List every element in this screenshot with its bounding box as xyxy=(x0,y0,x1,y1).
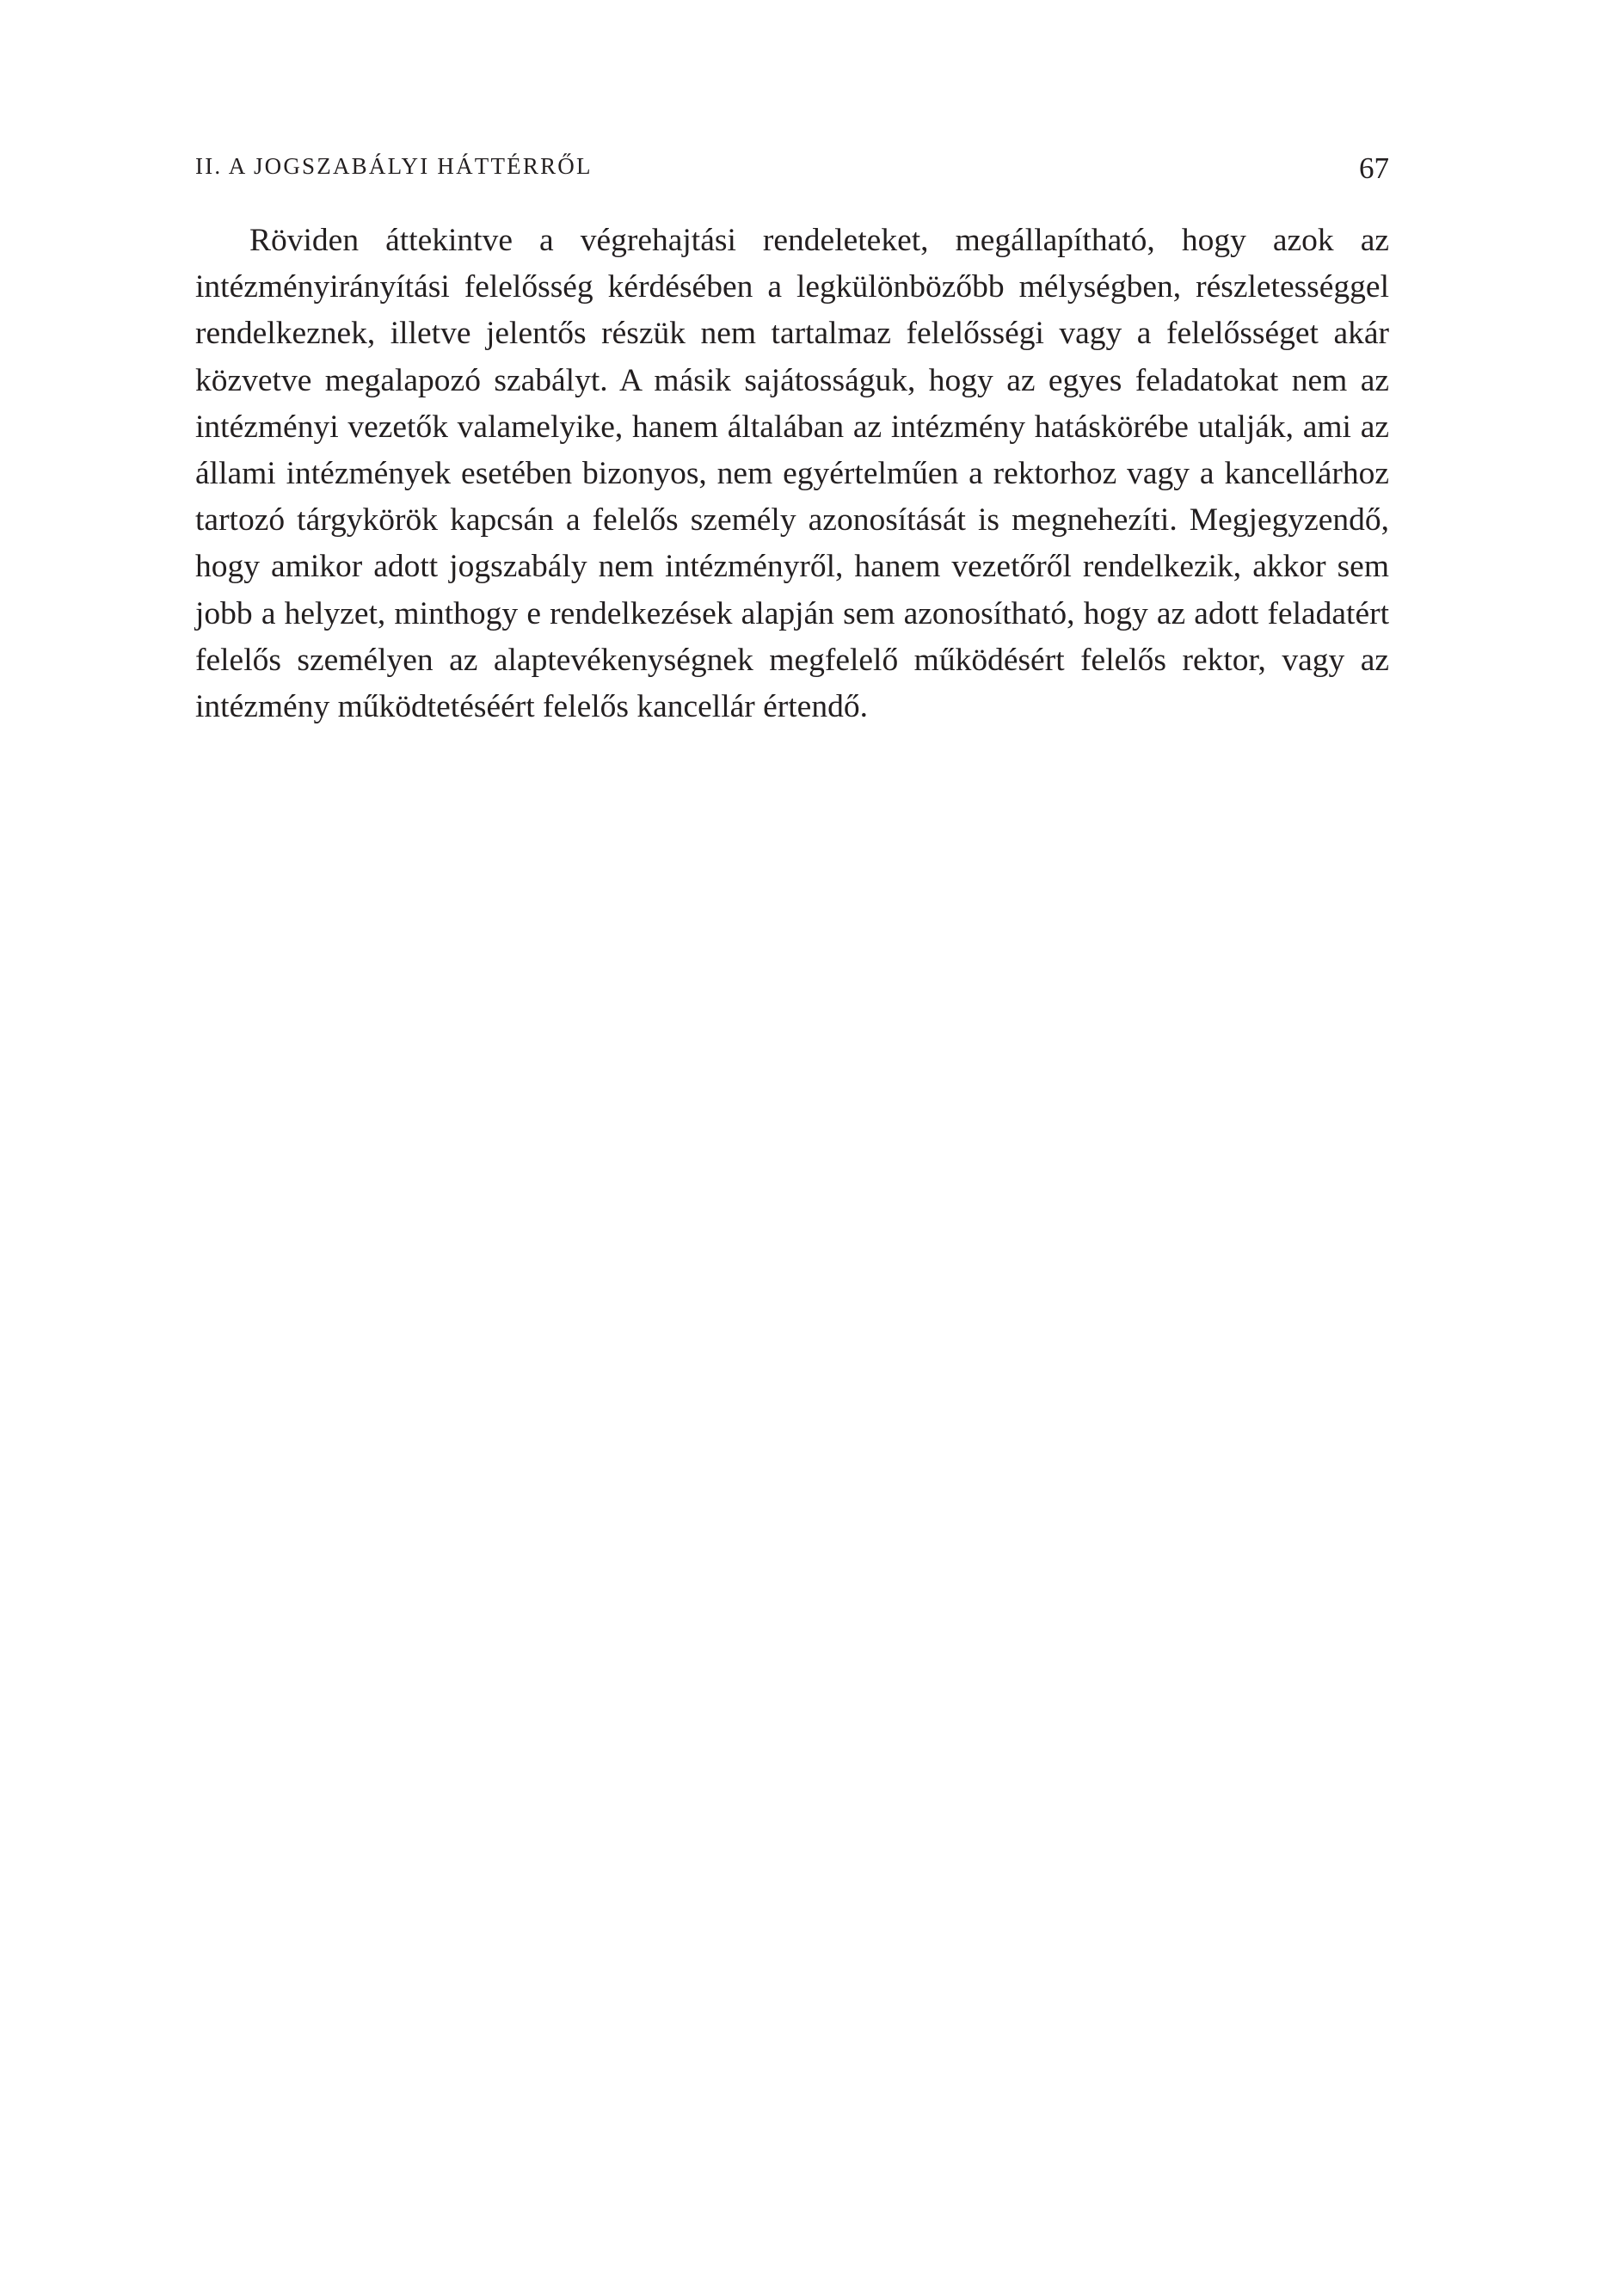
page-number: 67 xyxy=(1359,151,1389,185)
section-title: II. A JOGSZABÁLYI HÁTTÉRRŐL xyxy=(195,153,593,179)
running-header xyxy=(195,151,1389,186)
body-text xyxy=(195,218,1389,730)
body-paragraph: Röviden áttekintve a végrehajtási rendeleteket, megállapítható, hogy azok az intézményirányítási felelősség kérdésében a legkülönbözőbb mélységben, részletességgel rendelkeznek, illetve jelentős részük nem tartalmaz felelősségi vagy a felelősséget akár közvetve megalapozó szabályt. A másik sajátosságuk, hogy az egyes feladatokat nem az intézményi vezetők valamelyike, hanem általában az intézmény hatáskörébe utalják, ami az állami intézmények esetében bizonyos, nem egyértelműen a rektorhoz vagy a kancellárhoz tartozó tárgykörök kapcsán a felelős személy azonosítását is megnehezíti. Megjegyzendő, hogy amikor adott jogszabály nem intézményről, hanem vezetőről rendelkezik, akkor sem jobb a helyzet, minthogy e rendelkezések alapján sem azonosítható, hogy az adott feladatért felelős személyen az alaptevékenységnek megfelelő működésért felelős rektor, vagy az intézmény működtetéséért felelős kancellár értendő. xyxy=(195,223,1389,725)
